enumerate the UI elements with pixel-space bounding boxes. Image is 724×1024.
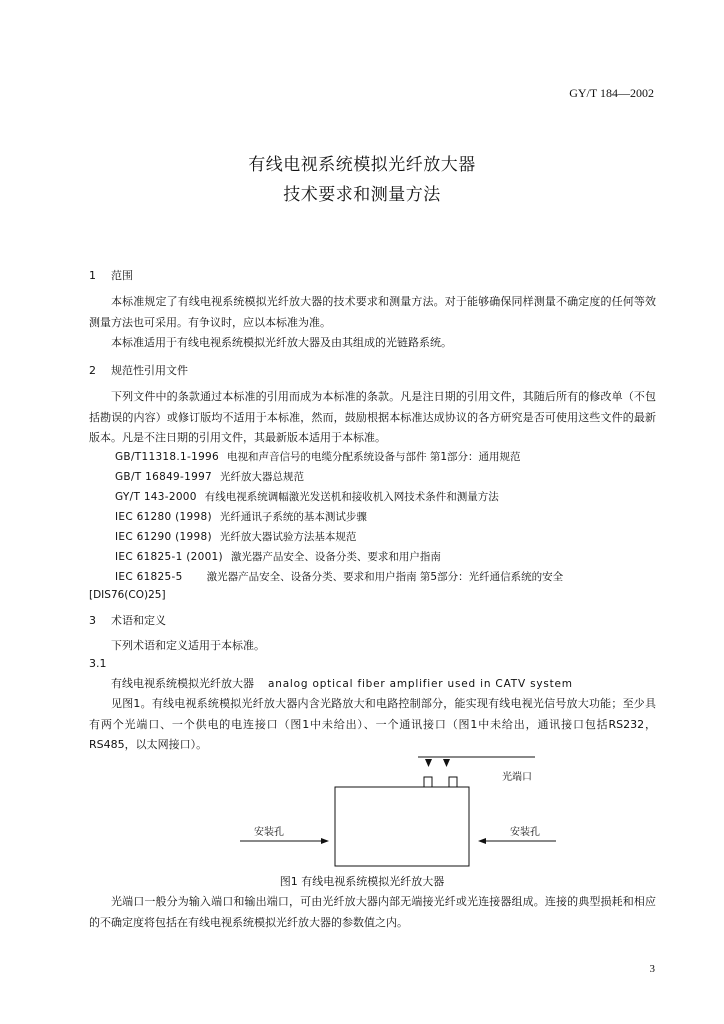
- document-title: 有线电视系统模拟光纤放大器: [248, 155, 476, 175]
- term-definition: 见图1。有线电视系统模拟光纤放大器内含光路放大和电路控制部分，能实现有线电视光信号放大功能；至少具有两个光端口、一个供电的电连接口（图1中未给出）、一个通讯接口（图1中未给出，通讯接口包括RS232，RS485，以太网接口）。: [89, 697, 656, 751]
- section3-intro: 下列术语和定义适用于本标准。: [111, 639, 265, 652]
- reference-code: IEC 61825-5: [115, 571, 183, 583]
- reference-code: GB/T 16849-1997: [115, 471, 213, 483]
- label-mounting-hole-left: 安装孔: [254, 827, 284, 838]
- mount-arrow-right-icon: [478, 838, 486, 844]
- reference-title: 有线电视系统调幅激光发送机和接收机入网技术条件和测量方法: [204, 491, 499, 503]
- mount-arrow-left-icon: [321, 838, 329, 844]
- after-figure-paragraph: 光端口一般分为输入端口和输出端口，可由光纤放大器内部无端接光纤或光连接器组成。连接的典型损耗和相应的不确定度将包括在有线电视系统模拟光纤放大器的参数值之内。: [89, 895, 656, 929]
- section-number: 1: [89, 269, 96, 282]
- section-title: 规范性引用文件: [111, 364, 188, 377]
- reference-continuation: [DIS76(CO)25]: [89, 589, 166, 601]
- document-code: GY/T 184—2002: [569, 86, 654, 100]
- section-title: 范围: [111, 269, 133, 282]
- label-mounting-hole-right: 安装孔: [510, 827, 540, 838]
- section-title: 术语和定义: [111, 614, 166, 627]
- reference-code: IEC 61290 (1998): [115, 531, 212, 543]
- page-number: 3: [649, 963, 655, 975]
- reference-title: 电视和声音信号的电缆分配系统设备与部件 第1部分：通用规范: [227, 451, 521, 463]
- optical-port-box: [449, 777, 457, 787]
- reference-title: 光纤放大器总规范: [220, 471, 305, 483]
- port-arrow-icon: [443, 759, 450, 767]
- document-subtitle: 技术要求和测量方法: [283, 185, 441, 205]
- section-number: 2: [89, 364, 96, 377]
- figure-caption: 图1 有线电视系统模拟光纤放大器: [279, 875, 445, 888]
- reference-title: 光纤通讯子系统的基本测试步骤: [219, 511, 367, 523]
- reference-title: 激光器产品安全、设备分类、要求和用户指南: [230, 551, 441, 563]
- reference-title: 激光器产品安全、设备分类、要求和用户指南 第5部分：光纤通信系统的安全: [206, 571, 564, 583]
- term-chinese: 有线电视系统模拟光纤放大器: [111, 677, 254, 690]
- reference-code: IEC 61825-1 (2001): [115, 551, 223, 563]
- section-number: 3: [89, 614, 96, 627]
- port-arrow-icon: [425, 759, 432, 767]
- section2-paragraph-1: 下列文件中的条款通过本标准的引用而成为本标准的条款。凡是注日期的引用文件，其随后所有的修改单（不包括勘误的内容）或修订版均不适用于本标准，然而，鼓励根据本标准达成协议的各方研究是否可使用这些文件的最新版本。凡是不注日期的引用文件，其最新版本适用于本标准。: [89, 390, 656, 444]
- section1-paragraph-2: 本标准适用于有线电视系统模拟光纤放大器及由其组成的光链路系统。: [111, 336, 452, 349]
- amplifier-body: [335, 787, 469, 866]
- section1-paragraph-1: 本标准规定了有线电视系统模拟光纤放大器的技术要求和测量方法。对于能够确保同样测量不确定度的任何等效测量方法也可采用。有争议时，应以本标准为准。: [89, 295, 656, 329]
- label-optical-port: 光端口: [502, 772, 532, 783]
- optical-port-box: [424, 777, 432, 787]
- reference-title: 光纤放大器试验方法基本规范: [219, 531, 357, 543]
- reference-code: GY/T 143-2000: [115, 491, 197, 503]
- reference-code: GB/T11318.1-1996: [115, 451, 220, 463]
- term-english: analog optical fiber amplifier used in CATV system: [268, 678, 573, 690]
- reference-code: IEC 61280 (1998): [115, 511, 212, 523]
- subsection-number: 3.1: [89, 657, 107, 670]
